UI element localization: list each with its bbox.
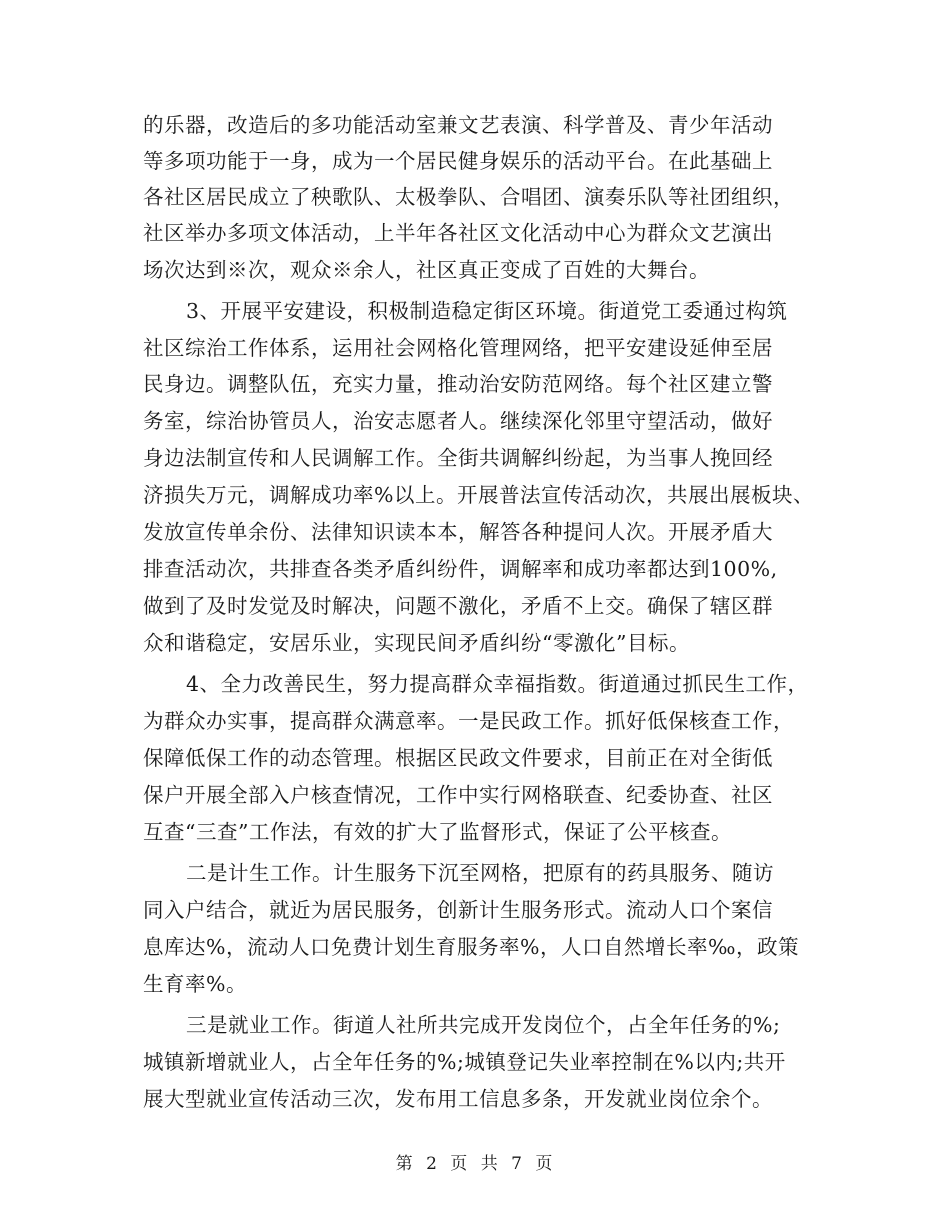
text-line: 为群众办实事，提高群众满意率。一是民政工作。抓好低保核查工作，: [143, 709, 794, 733]
footer-total-pages: 7: [511, 1154, 524, 1174]
text-line: 社区举办多项文体活动，上半年各社区文化活动中心为群众文艺演出: [143, 221, 773, 245]
text-line: 民身边。调整队伍，充实力量，推动治安防范网络。每个社区建立警: [143, 372, 773, 396]
text-line: 各社区居民成立了秧歌队、太极拳队、合唱团、演奏乐队等社团组织，: [143, 185, 794, 209]
text-line: 发放宣传单余份、法律知识读本本，解答各种提问人次。开展矛盾大: [143, 520, 773, 544]
text-line: 做到了及时发觉及时解决，问题不激化，矛盾不上交。确保了辖区群: [143, 594, 773, 618]
text-line: 三是就业工作。街道人社所共完成开发岗位个，占全年任务的%;: [186, 1013, 781, 1037]
footer-page-number: 2: [426, 1154, 439, 1174]
text-line: 生育率%。: [143, 972, 247, 996]
text-line: 城镇新增就业人，占全年任务的%;城镇登记失业率控制在%以内;共开: [143, 1050, 786, 1074]
text-line: 等多项功能于一身，成为一个居民健身娱乐的活动平台。在此基础上: [143, 149, 773, 173]
text-line: 二是计生工作。计生服务下沉至网格，把原有的药具服务、随访: [186, 861, 774, 885]
text-line: 场次达到※次，观众※余人，社区真正变成了百姓的大舞台。: [143, 258, 710, 282]
text-line: 社区综治工作体系，运用社会网格化管理网络，把平安建设延伸至居: [143, 336, 773, 360]
text-line: 3、开展平安建设，积极制造稳定街区环境。街道党工委通过构筑: [186, 299, 788, 323]
text-line: 的乐器，改造后的多功能活动室兼文艺表演、科学普及、青少年活动: [143, 113, 773, 137]
text-line: 务室，综治协管员人，治安志愿者人。继续深化邻里守望活动，做好: [143, 409, 773, 433]
footer-page-word: 页: [450, 1154, 470, 1174]
text-line: 互查“三查”工作法，有效的扩大了监督形式，保证了公平核查。: [143, 820, 732, 844]
text-line: 众和谐稳定，安居乐业，实现民间矛盾纠纷“零激化”目标。: [143, 631, 690, 655]
text-line: 息库达%，流动人口免费计划生育服务率%，人口自然增长率‰，政策: [143, 935, 799, 959]
text-line: 身边法制宣传和人民调解工作。全街共调解纠纷起，为当事人挽回经: [143, 446, 773, 470]
text-line: 济损失万元，调解成功率%以上。开展普法宣传活动次，共展出展板块、: [143, 483, 814, 507]
footer-prefix: 第: [395, 1154, 415, 1174]
text-line: 排查活动次，共排查各类矛盾纠纷件，调解率和成功率都达到100%,: [143, 557, 778, 581]
text-line: 保户开展全部入户核查情况，工作中实行网格联查、纪委协查、社区: [143, 783, 773, 807]
text-line: 展大型就业宣传活动三次，发布用工信息多条，开发就业岗位余个。: [143, 1087, 773, 1111]
page-footer: [0, 1152, 950, 1176]
footer-suffix: 页: [535, 1154, 555, 1174]
text-line: 同入户结合，就近为居民服务，创新计生服务形式。流动人口个案信: [143, 898, 773, 922]
footer-total-word: 共: [480, 1154, 500, 1174]
text-line: 4、全力改善民生，努力提高群众幸福指数。街道通过抓民生工作，: [186, 672, 809, 696]
text-line: 保障低保工作的动态管理。根据区民政文件要求，目前正在对全街低: [143, 746, 773, 770]
